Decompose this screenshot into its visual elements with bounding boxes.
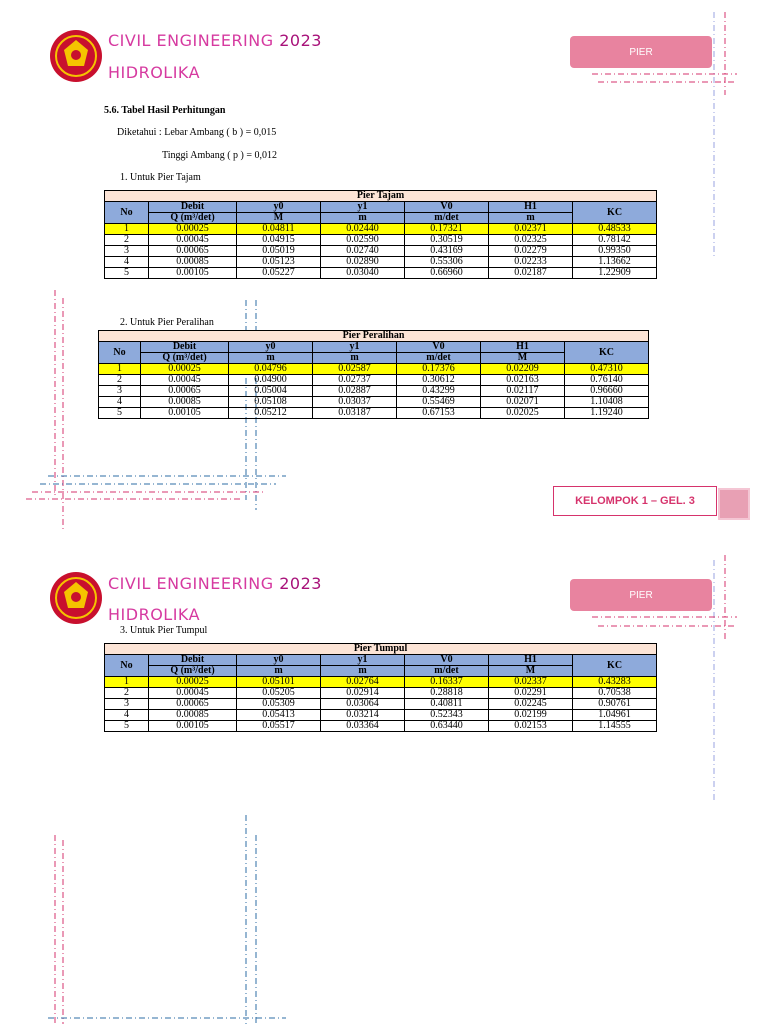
table-cell: 0.04811 bbox=[237, 224, 321, 235]
table-cell: 0.02245 bbox=[489, 699, 573, 710]
table-cell: 0.67153 bbox=[397, 408, 481, 419]
table-cell: 1 bbox=[99, 364, 141, 375]
unit-v0: m/det bbox=[405, 213, 489, 224]
unit-q: Q (m³/det) bbox=[141, 353, 229, 364]
given-height: Tinggi Ambang ( p ) = 0,012 bbox=[162, 150, 277, 161]
table-cell: 0.03187 bbox=[313, 408, 397, 419]
table-cell: 0.00025 bbox=[149, 224, 237, 235]
col-y1: y1 bbox=[313, 342, 397, 353]
table-cell: 0.02279 bbox=[489, 246, 573, 257]
table-caption: Pier Tumpul bbox=[105, 644, 657, 655]
col-debit: Debit bbox=[149, 202, 237, 213]
table-cell: 0.04915 bbox=[237, 235, 321, 246]
table-cell: 0.16337 bbox=[405, 677, 489, 688]
table-cell: 0.00025 bbox=[141, 364, 229, 375]
table-row bbox=[99, 364, 649, 375]
table-cell: 0.63440 bbox=[405, 721, 489, 732]
col-v0: V0 bbox=[405, 202, 489, 213]
table-row bbox=[105, 721, 657, 732]
table-row bbox=[99, 386, 649, 397]
table-cell: 0.43169 bbox=[405, 246, 489, 257]
table-cell: 0.40811 bbox=[405, 699, 489, 710]
table-cell: 1.14555 bbox=[573, 721, 657, 732]
table-cell: 0.17376 bbox=[397, 364, 481, 375]
col-debit: Debit bbox=[149, 655, 237, 666]
table-cell: 0.05019 bbox=[237, 246, 321, 257]
table-cell: 2 bbox=[105, 235, 149, 246]
col-v0: V0 bbox=[405, 655, 489, 666]
table-cell: 0.48533 bbox=[573, 224, 657, 235]
table-caption: Pier Peralihan bbox=[99, 331, 649, 342]
table-cell: 1.04961 bbox=[573, 710, 657, 721]
table-cell: 3 bbox=[99, 386, 141, 397]
table-cell: 0.02153 bbox=[489, 721, 573, 732]
table-row bbox=[99, 375, 649, 386]
table-cell: 0.02590 bbox=[321, 235, 405, 246]
table-row bbox=[105, 224, 657, 235]
col-kc: KC bbox=[573, 655, 657, 677]
table-cell: 0.00045 bbox=[149, 235, 237, 246]
table-cell: 0.00085 bbox=[141, 397, 229, 408]
group-label: KELOMPOK 1 – GEL. 3 bbox=[553, 486, 717, 516]
col-no: No bbox=[105, 655, 149, 677]
col-h1: H1 bbox=[489, 202, 573, 213]
col-h1: H1 bbox=[481, 342, 565, 353]
col-y0: y0 bbox=[229, 342, 313, 353]
table-cell: 0.00065 bbox=[141, 386, 229, 397]
table-cell: 0.02890 bbox=[321, 257, 405, 268]
list-item-pier-tajam: 1. Untuk Pier Tajam bbox=[120, 172, 201, 183]
col-no: No bbox=[105, 202, 149, 224]
table-cell: 2 bbox=[99, 375, 141, 386]
table-cell: 0.05123 bbox=[237, 257, 321, 268]
col-kc: KC bbox=[573, 202, 657, 224]
unit-h1: m bbox=[489, 213, 573, 224]
brand-subject: HIDROLIKA bbox=[108, 605, 201, 624]
decorative-square bbox=[718, 488, 750, 520]
table-cell: 0.02764 bbox=[321, 677, 405, 688]
table-cell: 0.55469 bbox=[397, 397, 481, 408]
brand-subject: HIDROLIKA bbox=[108, 63, 201, 82]
table-cell: 3 bbox=[105, 246, 149, 257]
section-heading: 5.6. Tabel Hasil Perhitungan bbox=[104, 105, 226, 116]
table-caption: Pier Tajam bbox=[105, 191, 657, 202]
table-cell: 0.05004 bbox=[229, 386, 313, 397]
table-cell: 0.02291 bbox=[489, 688, 573, 699]
table-cell: 0.00105 bbox=[149, 268, 237, 279]
unit-y0: M bbox=[237, 213, 321, 224]
table-cell: 0.99350 bbox=[573, 246, 657, 257]
table-cell: 0.03037 bbox=[313, 397, 397, 408]
table-row bbox=[99, 397, 649, 408]
table-cell: 0.78142 bbox=[573, 235, 657, 246]
table-cell: 1 bbox=[105, 677, 149, 688]
table-cell: 0.05101 bbox=[237, 677, 321, 688]
table-row bbox=[105, 710, 657, 721]
table-cell: 0.52343 bbox=[405, 710, 489, 721]
table-cell: 0.70538 bbox=[573, 688, 657, 699]
table-cell: 0.17321 bbox=[405, 224, 489, 235]
table-cell: 0.04900 bbox=[229, 375, 313, 386]
table-cell: 0.00065 bbox=[149, 699, 237, 710]
table-cell: 0.02071 bbox=[481, 397, 565, 408]
table-row bbox=[105, 699, 657, 710]
unit-q: Q (m³/det) bbox=[149, 666, 237, 677]
table-cell: 1.13662 bbox=[573, 257, 657, 268]
pier-pill: PIER bbox=[570, 579, 712, 611]
table-cell: 0.02440 bbox=[321, 224, 405, 235]
unit-h1: M bbox=[489, 666, 573, 677]
table-cell: 0.00105 bbox=[141, 408, 229, 419]
table-cell: 0.02209 bbox=[481, 364, 565, 375]
table-cell: 0.03214 bbox=[321, 710, 405, 721]
col-y1: y1 bbox=[321, 655, 405, 666]
col-y0: y0 bbox=[237, 202, 321, 213]
table-pier-tumpul bbox=[104, 643, 657, 732]
table-cell: 0.00085 bbox=[149, 710, 237, 721]
table-cell: 0.02199 bbox=[489, 710, 573, 721]
table-cell: 0.47310 bbox=[565, 364, 649, 375]
table-cell: 0.00065 bbox=[149, 246, 237, 257]
unit-y0: m bbox=[229, 353, 313, 364]
table-cell: 0.43299 bbox=[397, 386, 481, 397]
col-debit: Debit bbox=[141, 342, 229, 353]
col-h1: H1 bbox=[489, 655, 573, 666]
table-cell: 0.05108 bbox=[229, 397, 313, 408]
table-cell: 0.30612 bbox=[397, 375, 481, 386]
table-cell: 0.03364 bbox=[321, 721, 405, 732]
unit-v0: m/det bbox=[397, 353, 481, 364]
table-cell: 0.02740 bbox=[321, 246, 405, 257]
table-cell: 0.05227 bbox=[237, 268, 321, 279]
table-cell: 0.03040 bbox=[321, 268, 405, 279]
table-cell: 0.00085 bbox=[149, 257, 237, 268]
unit-v0: m/det bbox=[405, 666, 489, 677]
col-kc: KC bbox=[565, 342, 649, 364]
table-cell: 0.05413 bbox=[237, 710, 321, 721]
table-cell: 0.04796 bbox=[229, 364, 313, 375]
table-cell: 0.00045 bbox=[149, 688, 237, 699]
table-cell: 4 bbox=[105, 710, 149, 721]
brand-title: CIVIL ENGINEERING 2023 bbox=[108, 31, 322, 50]
table-cell: 4 bbox=[105, 257, 149, 268]
table-row bbox=[105, 688, 657, 699]
pier-pill: PIER bbox=[570, 36, 712, 68]
table-cell: 0.02914 bbox=[321, 688, 405, 699]
table-cell: 0.00045 bbox=[141, 375, 229, 386]
table-cell: 0.00105 bbox=[149, 721, 237, 732]
table-cell: 0.90761 bbox=[573, 699, 657, 710]
unit-q: Q (m³/det) bbox=[149, 213, 237, 224]
col-v0: V0 bbox=[397, 342, 481, 353]
table-cell: 1.22909 bbox=[573, 268, 657, 279]
table-cell: 0.02163 bbox=[481, 375, 565, 386]
table-row bbox=[99, 408, 649, 419]
table-cell: 0.02233 bbox=[489, 257, 573, 268]
table-cell: 0.30519 bbox=[405, 235, 489, 246]
table-cell: 5 bbox=[99, 408, 141, 419]
table-cell: 0.28818 bbox=[405, 688, 489, 699]
table-cell: 2 bbox=[105, 688, 149, 699]
col-y1: y1 bbox=[321, 202, 405, 213]
table-cell: 5 bbox=[105, 721, 149, 732]
table-cell: 0.66960 bbox=[405, 268, 489, 279]
table-cell: 0.55306 bbox=[405, 257, 489, 268]
unit-y1: m bbox=[321, 666, 405, 677]
table-row bbox=[105, 268, 657, 279]
table-pier-tajam bbox=[104, 190, 657, 279]
list-item-pier-peralihan: 2. Untuk Pier Peralihan bbox=[120, 317, 214, 328]
table-cell: 1.10408 bbox=[565, 397, 649, 408]
table-cell: 4 bbox=[99, 397, 141, 408]
table-cell: 0.02371 bbox=[489, 224, 573, 235]
table-cell: 0.05517 bbox=[237, 721, 321, 732]
unit-y1: m bbox=[321, 213, 405, 224]
table-cell: 0.00025 bbox=[149, 677, 237, 688]
unit-y1: m bbox=[313, 353, 397, 364]
table-cell: 0.76140 bbox=[565, 375, 649, 386]
table-cell: 0.02117 bbox=[481, 386, 565, 397]
given-width: Diketahui : Lebar Ambang ( b ) = 0,015 bbox=[117, 127, 277, 138]
table-cell: 0.02887 bbox=[313, 386, 397, 397]
col-y0: y0 bbox=[237, 655, 321, 666]
university-logo bbox=[48, 570, 104, 626]
list-item-pier-tumpul: 3. Untuk Pier Tumpul bbox=[120, 625, 208, 636]
brand-title: CIVIL ENGINEERING 2023 bbox=[108, 574, 322, 593]
table-row bbox=[105, 677, 657, 688]
university-logo bbox=[48, 28, 104, 84]
table-cell: 0.02025 bbox=[481, 408, 565, 419]
table-cell: 1 bbox=[105, 224, 149, 235]
unit-y0: m bbox=[237, 666, 321, 677]
table-row bbox=[105, 257, 657, 268]
col-no: No bbox=[99, 342, 141, 364]
table-cell: 0.02737 bbox=[313, 375, 397, 386]
table-row bbox=[105, 246, 657, 257]
table-cell: 0.05212 bbox=[229, 408, 313, 419]
table-cell: 0.02337 bbox=[489, 677, 573, 688]
table-cell: 0.43283 bbox=[573, 677, 657, 688]
table-pier-peralihan bbox=[98, 330, 649, 419]
table-row bbox=[105, 235, 657, 246]
unit-h1: M bbox=[481, 353, 565, 364]
table-cell: 0.96660 bbox=[565, 386, 649, 397]
table-cell: 1.19240 bbox=[565, 408, 649, 419]
table-cell: 0.02587 bbox=[313, 364, 397, 375]
table-cell: 0.05205 bbox=[237, 688, 321, 699]
table-cell: 5 bbox=[105, 268, 149, 279]
table-cell: 0.03064 bbox=[321, 699, 405, 710]
table-cell: 3 bbox=[105, 699, 149, 710]
table-cell: 0.02325 bbox=[489, 235, 573, 246]
table-cell: 0.05309 bbox=[237, 699, 321, 710]
table-cell: 0.02187 bbox=[489, 268, 573, 279]
